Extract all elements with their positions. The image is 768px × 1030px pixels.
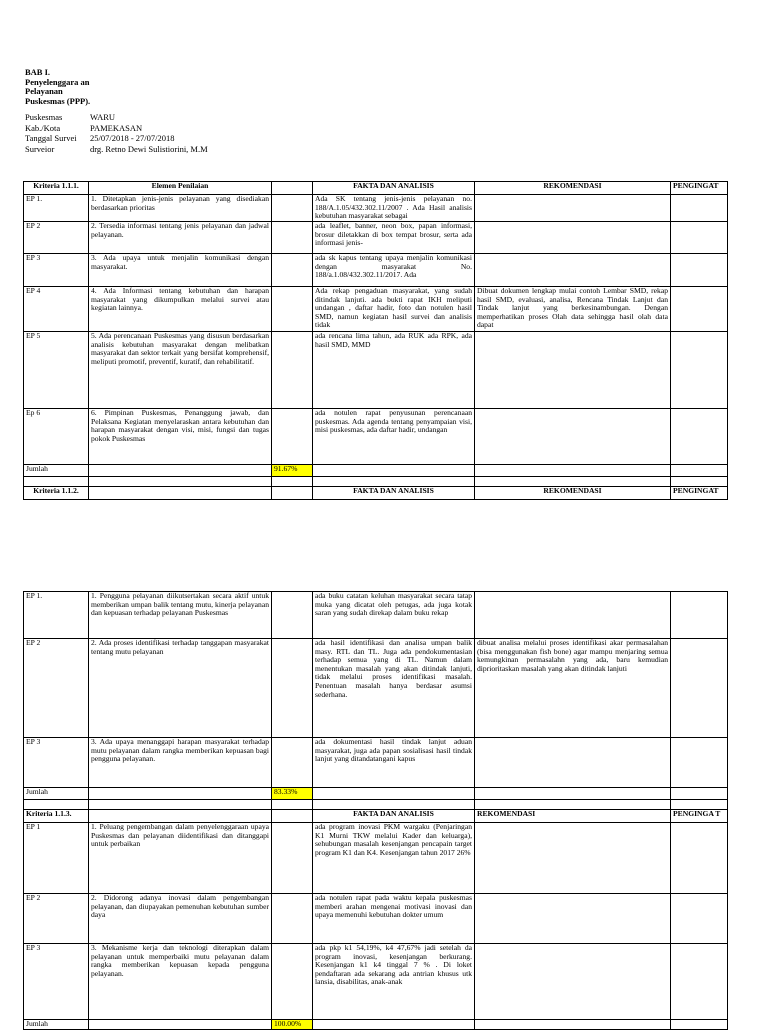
elemen-text: [89, 823, 272, 894]
jumlah-score: 83.33%: [272, 788, 313, 800]
info-label: Puskesmas: [25, 112, 63, 123]
ep-label: EP 1.: [24, 195, 89, 222]
table-row: [24, 195, 728, 222]
col-fakta: FAKTA DAN ANALISIS: [313, 487, 475, 500]
table-row: [24, 332, 728, 409]
elemen-content: 3. Mekanisme kerja dan teknologi diterapkan dalam pelayanan untuk memperbaiki mutu pelayanan dalam rangka memberikan kepuasan kepada pengguna pelayanan.: [91, 944, 269, 978]
kriteria-1-1-2-table: [23, 591, 728, 1030]
ep-label: EP 4: [24, 287, 89, 332]
elemen-content: 1. Ditetapkan jenis-jenis pelayanan yang disediakan berdasarkan prioritas: [91, 195, 269, 212]
jumlah-label: Jumlah: [24, 1020, 89, 1030]
col-fakta: FAKTA DAN ANALISIS: [313, 810, 475, 823]
ep-label: EP 3: [24, 944, 89, 1020]
col-pengingat: PENGINGA T: [671, 810, 728, 823]
table-row: [24, 944, 728, 1020]
info-value: 25/07/2018 - 27/07/2018: [90, 133, 175, 144]
fakta-content: ada leaflet, banner, neon box, papan informasi, brosur diletakkan di box tempat brosur, serta ada informasi jenis-: [315, 222, 472, 248]
col-rekomendasi: REKOMENDASI: [475, 182, 671, 195]
elemen-content: 2. Ada proses identifikasi terhadap tanggapan masyarakat tentang mutu pelayanan: [91, 639, 269, 656]
info-label: Kab./Kota: [25, 122, 61, 133]
info-value: drg. Retno Dewi Sulistiorini, M.M: [90, 143, 208, 154]
fakta-content: ada notulen rapat pada waktu kepala puskesmas memberi arahan mengenai motivasi inovasi dan upaya memenuhi kebutuhan dokter umum: [315, 894, 472, 920]
fakta-text: [313, 592, 475, 639]
fakta-content: ada rencana lima tahun, ada RUK ada RPK, ada hasil SMD, MMD: [315, 332, 472, 349]
fakta-text: [313, 894, 475, 944]
info-row: [25, 112, 212, 123]
fakta-text: [313, 823, 475, 894]
col-pengingat: PENGINGAT: [671, 487, 728, 500]
jumlah-label: Jumlah: [24, 465, 89, 477]
col-pengingat: PENGINGAT: [671, 182, 728, 195]
col-elemen: Elemen Penilaian: [89, 182, 272, 195]
fakta-content: ada dokumentasi hasil tindak lanjut aduan masyarakat, juga ada papan sosialisasi hasil tindak lanjut yang ditandatangani kapus: [315, 738, 472, 764]
elemen-content: 5. Ada perencanaan Puskesmas yang disusun berdasarkan analisis kebutuhan masyarakat dengan melibatkan masyarakat dan sektor terkait yang bersifat komprehensif, meliputi promotif, preventif, kuratif, dan rehabilitatif.: [91, 332, 269, 366]
fakta-text: [313, 222, 475, 254]
elemen-text: [89, 894, 272, 944]
col-rekomendasi: REKOMENDASI: [475, 487, 671, 500]
fakta-content: ada pkp k1 54,19%, k4 47,67% jadi setelah da program inovasi, kesenjangan berkurang. Kesenjangan k1 k4 tinggal 7 % . Di loket pendaftaran ada sekarang ada antrian khusus utk lansia, disabilitas, anak-anak: [315, 944, 472, 987]
elemen-text: [89, 592, 272, 639]
kriteria-label: Kriteria 1.1.1.: [24, 182, 89, 195]
table-row: [24, 738, 728, 788]
elemen-content: 2. Didorong adanya inovasi dalam pengembangan pelayanan, dan diupayakan pemenuhan kebutuhan sumber daya: [91, 894, 269, 920]
rekomendasi-text: [475, 287, 671, 332]
table-row: [24, 823, 728, 894]
chapter-title: BAB I. Penyelenggara an Pelayanan Puskesmas (PPP).: [25, 67, 91, 106]
info-row: [25, 133, 212, 144]
ep-label: EP 3: [24, 738, 89, 788]
fakta-content: Ada rekap pengaduan masyarakat, yang sudah ditindak lanjuti. ada bukti rapat IKH meliputi undangan , daftar hadir, foto dan notulen hasil SMD, namun kegiatan hasil survei dan analisis tidak: [315, 287, 472, 330]
info-value: WARU: [90, 112, 116, 123]
elemen-text: [89, 639, 272, 738]
table-row: [24, 254, 728, 287]
kriteria-label: Kriteria 1.1.2.: [24, 487, 89, 500]
elemen-content: 1. Peluang pengembangan dalam penyelenggaraan upaya Puskesmas dan pelayanan diidentifikasi dan ditanggapi untuk perbaikan: [91, 823, 269, 849]
table-row: [24, 639, 728, 738]
elemen-text: [89, 738, 272, 788]
jumlah-score: 91.67%: [272, 465, 313, 477]
survey-info: [25, 112, 212, 154]
info-label: Surveior: [25, 143, 55, 154]
table-header-row: [24, 810, 728, 823]
table-header-row: [24, 182, 728, 195]
elemen-text: [89, 287, 272, 332]
ep-label: EP 2: [24, 894, 89, 944]
fakta-text: [313, 195, 475, 222]
fakta-text: [313, 409, 475, 465]
ep-label: EP 3: [24, 254, 89, 287]
elemen-text: [89, 195, 272, 222]
info-label: Tanggal Survei: [25, 133, 77, 144]
fakta-content: ada hasil identifikasi dan analisa umpan balik masy. RTL dan TL. Juga ada pendokumentasian terhadap semua yang di TL. Namun dalam menentukan masalah yang akan ditindak lanjuti, tidak melalui proses identifikasi masalah. Penentuan masalah hanya berdasar asumsi sederhana.: [315, 639, 472, 699]
jumlah-row: [24, 465, 728, 477]
fakta-content: ada buku catatan keluhan masyarakat secara tatap muka yang dicatat oleh petugas, ada juga kotak saran yang sudah direkap dalam buku rekap: [315, 592, 472, 618]
ep-label: Ep 6: [24, 409, 89, 465]
fakta-text: [313, 332, 475, 409]
table-row: [24, 592, 728, 639]
ep-label: EP 1.: [24, 592, 89, 639]
fakta-text: [313, 944, 475, 1020]
elemen-content: 2. Tersedia informasi tentang jenis pelayanan dan jadwal pelayanan.: [91, 222, 269, 239]
fakta-content: Ada SK tentang jenis-jenis pelayanan no. 188/A.1.05/432.302.11/2007 . Ada Hasil analisis kebutuhan masyarakat sebagai: [315, 195, 472, 221]
ep-label: EP 1: [24, 823, 89, 894]
jumlah-row: [24, 1020, 728, 1030]
kriteria-1-1-1-table: [23, 181, 728, 500]
elemen-content: 1. Pengguna pelayanan diikutsertakan secara aktif untuk memberikan umpan balik tentang mutu, kinerja pelayanan dan kepuasan terhadap pelayanan Puskesmas: [91, 592, 269, 618]
rekomendasi-content: dibuat analisa melalui proses identifikasi akar permasalahan (bisa menggunakan fish bone) agar mampu menjaring semua kemungkinan permasalahn yang ada, baru kemudian diprioritaskan masalah yang akan ditindak lanjuti: [477, 639, 668, 673]
spacer-row: [24, 800, 728, 810]
fakta-text: [313, 639, 475, 738]
fakta-content: ada sk kapus tentang upaya menjalin komunikasi dengan masyarakat No. 188/a.1.08/432.302.11/2017. Ada: [315, 254, 472, 280]
fakta-content: ada program inovasi PKM wargaku (Penjaringan K1 Murni TKW melalui Kader dan keluarga), sehubungan masalah kesenjangan pencapain target program K1 dan K4. Kesenjangan tahun 2017 26%: [315, 823, 472, 857]
elemen-content: 3. Ada upaya untuk menjalin komunikasi dengan masyarakat.: [91, 254, 269, 271]
fakta-text: [313, 738, 475, 788]
spacer-row: [24, 477, 728, 487]
ep-label: EP 2: [24, 222, 89, 254]
elemen-text: [89, 944, 272, 1020]
jumlah-row: [24, 788, 728, 800]
ep-label: EP 5: [24, 332, 89, 409]
fakta-text: [313, 287, 475, 332]
elemen-content: 6. Pimpinan Puskesmas, Penanggung jawab, dan Pelaksana Kegiatan menyelaraskan antara kebutuhan dan harapan masyarakat dengan visi, misi, fungsi dan tugas pokok Puskesmas: [91, 409, 269, 443]
info-row: [25, 123, 212, 134]
elemen-text: [89, 409, 272, 465]
elemen-content: 4. Ada Informasi tentang kebutuhan dan harapan masyarakat yang dikumpulkan melalui survei atau kegiatan lainnya.: [91, 287, 269, 313]
fakta-text: [313, 254, 475, 287]
elemen-text: [89, 332, 272, 409]
info-row: [25, 144, 212, 155]
elemen-text: [89, 254, 272, 287]
col-rekomendasi: REKOMENDASI: [475, 810, 671, 823]
elemen-content: 3. Ada upaya menanggapi harapan masyarakat terhadap mutu pelayanan dalam rangka memberikan kepuasan bagi pengguna pelayanan.: [91, 738, 269, 764]
table-row: [24, 222, 728, 254]
elemen-text: [89, 222, 272, 254]
table-row: [24, 287, 728, 332]
jumlah-score: 100.00%: [272, 1020, 313, 1030]
rekomendasi-text: [475, 639, 671, 738]
fakta-content: ada notulen rapat penyusunan perencanaan puskesmas. Ada agenda tentang penyampaian visi, misi puskesmas, ada daftar hadir, undangan: [315, 409, 472, 435]
info-value: PAMEKASAN: [90, 122, 143, 133]
rekomendasi-content: Dibuat dokumen lengkap mulai contoh Lembar SMD, rekap hasil SMD, evaluasi, analisa, Rencana Tindak Lanjut dan Tindak lanjut yang berkesinambungan. Dengan memperhatikan proses Olah data sehingga hasil olah data dapat: [477, 287, 668, 330]
col-fakta: FAKTA DAN ANALISIS: [313, 182, 475, 195]
document-header: [25, 68, 212, 154]
table-header-row: [24, 487, 728, 500]
table-row: [24, 894, 728, 944]
table-row: [24, 409, 728, 465]
ep-label: EP 2: [24, 639, 89, 738]
kriteria-label: Kriteria 1.1.3.: [24, 810, 89, 823]
jumlah-label: Jumlah: [24, 788, 89, 800]
